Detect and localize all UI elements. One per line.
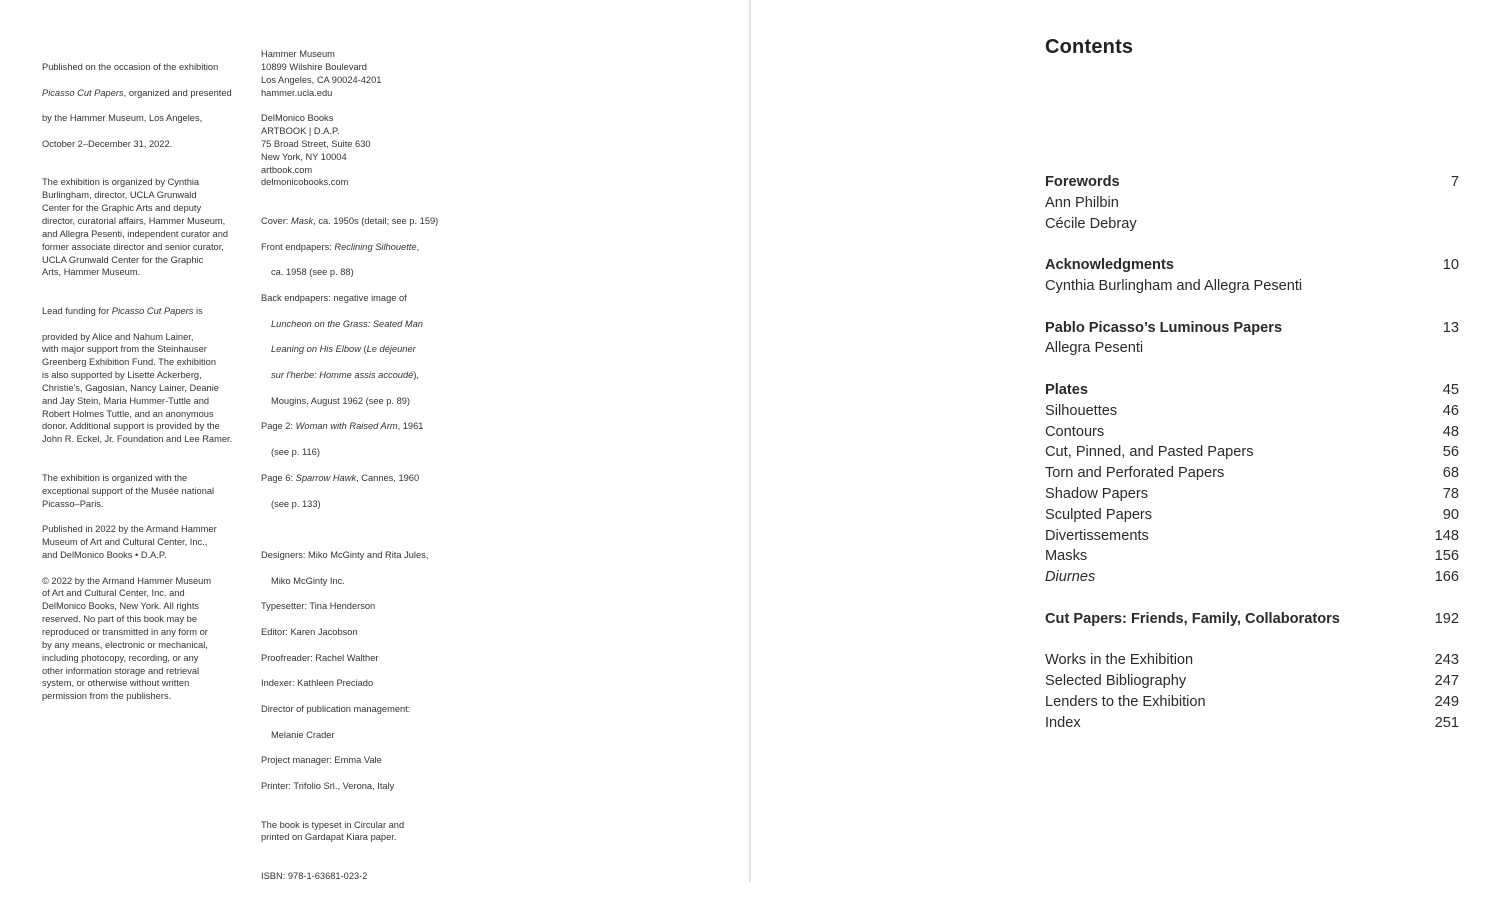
- toc-entry: [1045, 214, 1459, 235]
- text-line: [42, 305, 242, 318]
- image-credits: [261, 202, 451, 523]
- toc-page-number: 148: [1434, 527, 1459, 544]
- text-line: (see p. 133): [271, 498, 321, 509]
- text-fragment: Cover:: [261, 215, 291, 226]
- toc-entry: [1045, 442, 1459, 463]
- text-line: Published in 2022 by the Armand Hammer: [42, 524, 217, 535]
- toc-heading-entry: [1045, 609, 1459, 630]
- toc-page-number: 48: [1442, 423, 1459, 440]
- text-line: Mougins, August 1962 (see p. 89): [271, 395, 411, 406]
- text-fragment: Front endpapers:: [261, 241, 335, 252]
- text-line: with major support from the Steinhauser: [42, 344, 207, 355]
- text-line: Melanie Crader: [271, 729, 335, 740]
- text-line: Proofreader: Rachel Walther: [261, 652, 379, 663]
- text-fragment: is: [193, 305, 203, 316]
- toc-entry-title: Acknowledgments: [1045, 257, 1174, 274]
- text-fragment: (: [360, 344, 367, 355]
- toc-entry: [1045, 484, 1459, 505]
- toc-entry-title: Cynthia Burlingham and Allegra Pesenti: [1045, 277, 1303, 294]
- toc-entry: [1045, 650, 1459, 671]
- text-line: Arts, Hammer Museum.: [42, 267, 141, 278]
- toc-section: [1045, 255, 1459, 297]
- text-line: 75 Broad Street, Suite 630: [261, 138, 371, 149]
- colophon-column-left: [42, 48, 242, 716]
- text-line: Back endpapers: negative image of: [261, 293, 407, 304]
- text-line: October 2–December 31, 2022.: [42, 138, 173, 149]
- toc-entry-title: Works in the Exhibition: [1045, 652, 1194, 669]
- publisher-paragraph: [42, 523, 242, 562]
- typeset-note: [261, 819, 451, 845]
- toc-entry: [1045, 193, 1459, 214]
- text-line: reserved. No part of this book may be: [42, 614, 198, 625]
- toc-entry: [1045, 276, 1459, 297]
- text-line: Los Angeles, CA 90024-4201: [261, 74, 382, 85]
- text-line: UCLA Grunwald Center for the Graphic: [42, 254, 204, 265]
- text-line: Picasso–Paris.: [42, 498, 104, 509]
- text-line: [261, 343, 451, 356]
- toc-entry: [1045, 338, 1459, 359]
- toc-entry-title: Cut, Pinned, and Pasted Papers: [1045, 444, 1254, 461]
- text-line: © 2022 by the Armand Hammer Museum: [42, 575, 212, 586]
- text-line: Burlingham, director, UCLA Grunwald: [42, 190, 197, 201]
- toc-entry-title: Plates: [1045, 381, 1088, 398]
- toc-entry-title: Contours: [1045, 423, 1105, 440]
- exhibition-title: Picasso Cut Papers: [42, 87, 124, 98]
- toc-entry-title: Cut Papers: Friends, Family, Collaborators: [1045, 610, 1340, 627]
- text-fragment: Lead funding for: [42, 305, 112, 316]
- text-line: Designers: Miko McGinty and Rita Jules,: [261, 549, 429, 560]
- text-fragment: , organized and presented: [123, 87, 232, 98]
- toc-page-number: 46: [1442, 402, 1459, 419]
- text-line: printed on Gardapat Kiara paper.: [261, 832, 397, 843]
- text-line: Museum of Art and Cultural Center, Inc.,: [42, 537, 208, 548]
- toc-page-number: 68: [1442, 465, 1459, 482]
- text-line: Indexer: Kathleen Preciado: [261, 678, 374, 689]
- toc-entry-title: Ann Philbin: [1045, 194, 1119, 211]
- text-line: [42, 87, 242, 100]
- toc-entry: [1045, 567, 1459, 588]
- toc-page-number: 192: [1434, 610, 1459, 627]
- toc-entry-title: Silhouettes: [1045, 402, 1118, 419]
- toc-entry: [1045, 692, 1459, 713]
- toc-page-number: 156: [1434, 548, 1459, 565]
- text-line: (see p. 116): [271, 447, 320, 458]
- funding-paragraph: [42, 292, 242, 459]
- table-of-contents: [1045, 172, 1459, 754]
- text-line: exceptional support of the Musée national: [42, 485, 215, 496]
- toc-page-number: 90: [1442, 506, 1459, 523]
- exhibition-occasion: [42, 48, 242, 164]
- toc-page-number: 10: [1442, 257, 1459, 274]
- toc-entry-title: Masks: [1045, 548, 1088, 565]
- organizers-paragraph: [42, 176, 242, 279]
- toc-page-number: 247: [1434, 673, 1459, 690]
- toc-page-number: 45: [1442, 381, 1459, 398]
- toc-entry-title: Index: [1045, 714, 1081, 731]
- toc-entry-title: Cécile Debray: [1045, 215, 1137, 232]
- isbn: [261, 857, 451, 896]
- toc-entry: [1045, 526, 1459, 547]
- toc-entry: [1045, 713, 1459, 734]
- toc-entry: [1045, 505, 1459, 526]
- text-line: [261, 472, 451, 485]
- text-line: by the Hammer Museum, Los Angeles,: [42, 113, 203, 124]
- text-line: Director of publication management:: [261, 704, 411, 715]
- text-line: The book is typeset in Circular and: [261, 819, 405, 830]
- text-line: and DelMonico Books • D.A.P.: [42, 549, 167, 560]
- text-line: Christie's, Gagosian, Nancy Lainer, Deanie: [42, 382, 219, 393]
- toc-entry-title: Pablo Picasso’s Luminous Papers: [1045, 319, 1283, 336]
- toc-entry: [1045, 463, 1459, 484]
- contents-page: [751, 0, 1500, 882]
- text-line: former associate director and senior curator,: [42, 241, 224, 252]
- italic-title: Le déjeuner: [366, 344, 416, 355]
- text-line: DelMonico Books, New York. All rights: [42, 601, 200, 612]
- toc-page-number: 7: [1450, 174, 1459, 190]
- toc-section: [1045, 650, 1459, 733]
- text-line: Project manager: Emma Vale: [261, 755, 382, 766]
- toc-entry-title: Divertissements: [1045, 527, 1149, 544]
- toc-section: [1045, 318, 1459, 360]
- italic-title: Reclining Silhouette: [334, 241, 417, 252]
- text-line: director, curatorial affairs, Hammer Museum,: [42, 215, 226, 226]
- text-line: Center for the Graphic Arts and deputy: [42, 203, 202, 214]
- toc-entry-title: Shadow Papers: [1045, 485, 1149, 502]
- text-line: [261, 420, 451, 433]
- text-line: The exhibition is organized with the: [42, 472, 188, 483]
- italic-title: Sparrow Hawk: [295, 472, 357, 483]
- exhibition-title: Picasso Cut Papers: [111, 305, 194, 316]
- text-fragment: ,: [416, 241, 420, 252]
- hammer-address: [261, 48, 451, 99]
- toc-entry-title: Forewords: [1045, 174, 1120, 190]
- text-line: ca. 1958 (see p. 88): [271, 267, 354, 278]
- page-title: Contents: [1045, 36, 1134, 58]
- toc-entry: [1045, 546, 1459, 567]
- text-fragment: , 1961: [397, 421, 424, 432]
- toc-page-number: 78: [1442, 485, 1459, 502]
- text-line: [261, 369, 451, 382]
- text-line: The exhibition is organized by Cynthia: [42, 177, 200, 188]
- italic-title: Woman with Raised Arm: [295, 421, 398, 432]
- toc-page-number: 166: [1434, 569, 1459, 586]
- text-line: artbook.com: [261, 164, 313, 175]
- text-line: including photocopy, recording, or any: [42, 652, 199, 663]
- text-line: 10899 Wilshire Boulevard: [261, 61, 367, 72]
- text-line: permission from the publishers.: [42, 691, 172, 702]
- text-line: Editor: Karen Jacobson: [261, 626, 358, 637]
- isbn-text: ISBN: 978-1-63681-023-2: [261, 871, 368, 881]
- text-line: of Art and Cultural Center, Inc. and: [42, 588, 185, 599]
- italic-title: Mask: [290, 215, 314, 226]
- toc-entry-title: Torn and Perforated Papers: [1045, 465, 1225, 482]
- text-line: Published on the occasion of the exhibition: [42, 61, 219, 72]
- text-fragment: Page 6:: [261, 472, 296, 483]
- toc-page-number: 251: [1434, 714, 1459, 731]
- text-line: by any means, electronic or mechanical,: [42, 639, 208, 650]
- text-line: ARTBOOK | D.A.P.: [261, 126, 340, 137]
- delmonico-address: [261, 112, 451, 189]
- text-line: system, or otherwise without written: [42, 678, 190, 689]
- text-fragment: Page 2:: [261, 421, 296, 432]
- text-line: [261, 215, 451, 228]
- funding-lines: [42, 331, 242, 447]
- text-line: Luncheon on the Grass: Seated Man: [271, 318, 423, 329]
- text-line: John R. Eckel, Jr. Foundation and Lee Ramer.: [42, 434, 233, 445]
- toc-page-number: 56: [1442, 444, 1459, 461]
- toc-page-number: 13: [1442, 319, 1459, 336]
- text-line: provided by Alice and Nahum Lainer,: [42, 331, 194, 342]
- text-line: and Jay Stein, Maria Hummer-Tuttle and: [42, 395, 210, 406]
- text-line: New York, NY 10004: [261, 151, 347, 162]
- toc-section: [1045, 380, 1459, 588]
- toc-page-number: 243: [1434, 652, 1459, 669]
- text-fragment: ),: [413, 370, 420, 381]
- italic-title: Leaning on His Elbow: [271, 344, 361, 355]
- italic-title: sur l'herbe: Homme assis accoudé: [271, 370, 414, 381]
- text-line: hammer.ucla.edu: [261, 87, 333, 98]
- colophon-column-right: [261, 48, 451, 909]
- toc-entry-title: Selected Bibliography: [1045, 673, 1187, 690]
- text-line: Typesetter: Tina Henderson: [261, 601, 376, 612]
- toc-heading-entry: [1045, 172, 1459, 193]
- support-paragraph: [42, 472, 242, 511]
- toc-entry-title: Lenders to the Exhibition: [1045, 693, 1206, 710]
- toc-page-number: 249: [1434, 693, 1459, 710]
- toc-heading-entry: [1045, 318, 1459, 339]
- text-line: Printer: Trifolio Srl., Verona, Italy: [261, 781, 395, 792]
- text-line: Miko McGinty Inc.: [271, 575, 345, 586]
- text-line: Robert Holmes Tuttle, and an anonymous: [42, 408, 214, 419]
- text-line: reproduced or transmitted in any form or: [42, 626, 208, 637]
- text-line: is also supported by Lisette Ackerberg,: [42, 370, 202, 381]
- toc-entry-title: Diurnes: [1045, 569, 1096, 586]
- toc-heading-entry: [1045, 380, 1459, 401]
- production-credits: [261, 536, 451, 806]
- toc-entry-title: Allegra Pesenti: [1045, 340, 1144, 357]
- text-line: and Allegra Pesenti, independent curator and: [42, 228, 229, 239]
- copyright-paragraph: [42, 575, 242, 703]
- text-line: delmonicobooks.com: [261, 177, 349, 188]
- text-fragment: , ca. 1950s (detail; see p. 159): [313, 215, 439, 226]
- text-line: [261, 241, 451, 254]
- toc-entry-title: Sculpted Papers: [1045, 506, 1153, 523]
- toc-section: [1045, 609, 1459, 630]
- text-fragment: , Cannes, 1960: [356, 472, 420, 483]
- toc-heading-entry: [1045, 255, 1459, 276]
- colophon-page: [0, 0, 749, 882]
- toc-entry: [1045, 671, 1459, 692]
- toc-section: [1045, 172, 1459, 234]
- text-line: DelMonico Books: [261, 113, 334, 124]
- text-line: Greenberg Exhibition Fund. The exhibition: [42, 357, 216, 368]
- toc-entry: [1045, 401, 1459, 422]
- toc-entry: [1045, 422, 1459, 443]
- text-line: other information storage and retrieval: [42, 665, 200, 676]
- text-line: donor. Additional support is provided by the: [42, 421, 220, 432]
- text-line: Hammer Museum: [261, 49, 335, 59]
